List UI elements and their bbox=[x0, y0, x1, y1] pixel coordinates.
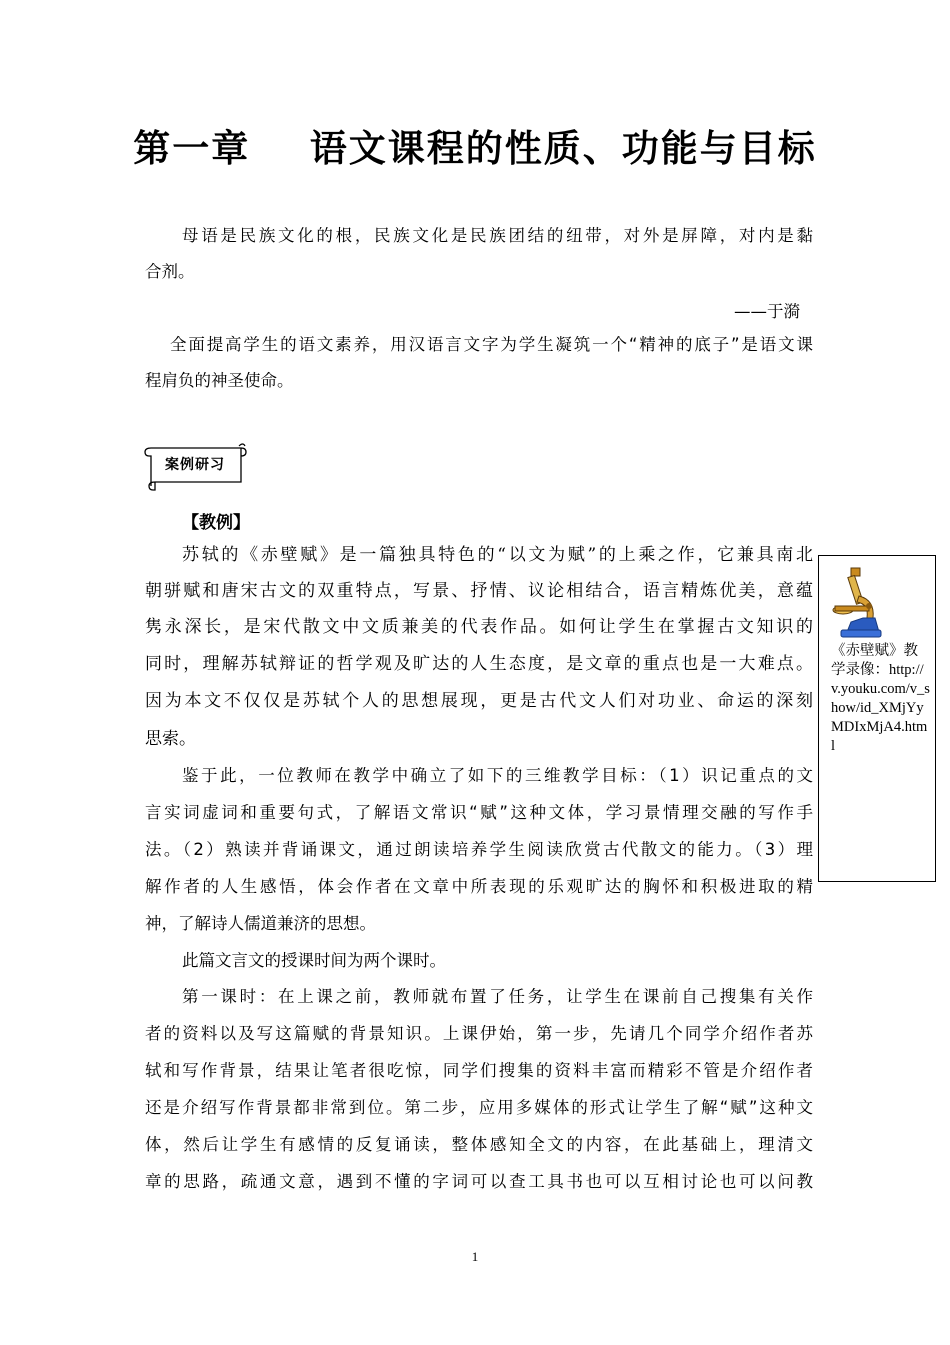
para1-line: 苏轼的《赤壁赋》是一篇独具特色的“以文为赋”的上乘之作，它兼具南北 bbox=[182, 545, 813, 565]
page-number: 1 bbox=[471, 1249, 479, 1264]
para2-line: 鉴于此，一位教师在教学中确立了如下的三维教学目标：（1）识记重点的文 bbox=[182, 766, 813, 785]
epigraph-line: 合剂。 bbox=[145, 262, 195, 281]
para1-line: 思索。 bbox=[145, 729, 196, 749]
para2-line: 法。（2）熟读并背诵课文，通过朗读培养学生阅读欣赏古代散文的能力。（3）理 bbox=[145, 840, 813, 859]
para4-line: 章的思路，疏通文意，遇到不懂的字词可以查工具书也可以互相讨论也可以问教 bbox=[145, 1172, 813, 1191]
para3-line: 此篇文言文的授课时间为两个课时。 bbox=[182, 951, 446, 970]
case-heading: 【教例】 bbox=[182, 513, 250, 533]
microscope-icon bbox=[829, 566, 885, 640]
epigraph-line: 母语是民族文化的根，民族文化是民族团结的纽带，对外是屏障，对内是黏 bbox=[182, 226, 813, 245]
intro-line: 全面提高学生的语文素养，用汉语言文字为学生凝筑一个“精神的底子”是语文课 bbox=[170, 335, 813, 354]
chapter-title: 第一章 语文课程的性质、功能与目标 bbox=[133, 126, 817, 170]
case-study-scroll bbox=[143, 442, 243, 490]
intro-line: 程肩负的神圣使命。 bbox=[145, 371, 294, 390]
para2-line: 言实词虚词和重要句式，了解语文常识“赋”这种文体，学习景情理交融的写作手 bbox=[145, 803, 813, 822]
para4-line: 轼和写作背景，结果让笔者很吃惊，同学们搜集的资料丰富而精彩不管是介绍作者 bbox=[145, 1061, 813, 1080]
para2-line: 神，了解诗人儒道兼济的思想。 bbox=[145, 914, 376, 933]
para4-line: 体，然后让学生有感情的反复诵读，整体感知全文的内容，在此基础上，理清文 bbox=[145, 1135, 813, 1154]
para1-line: 朝骈赋和唐宋古文的双重特点，写景、抒情、议论相结合，语言精炼优美，意蕴 bbox=[145, 581, 813, 601]
para2-line: 解作者的人生感悟，体会作者在文章中所表现的乐观旷达的胸怀和积极进取的精 bbox=[145, 877, 813, 896]
sidebar-note: 《赤壁赋》教学录像：http://v.youku.com/v_show/id_XMjYyMDIxMjA4.html bbox=[831, 643, 930, 754]
para4-line: 还是介绍写作背景都非常到位。第二步，应用多媒体的形式让学生了解“赋”这种文 bbox=[145, 1098, 813, 1117]
para1-line: 同时，理解苏轼辩证的哲学观及旷达的人生态度，是文章的重点也是一大难点。 bbox=[145, 654, 813, 674]
para4-line: 第一课时：在上课之前，教师就布置了任务，让学生在课前自己搜集有关作 bbox=[182, 987, 813, 1006]
epigraph-author: ——于漪 bbox=[734, 302, 800, 321]
para4-line: 者的资料以及写这篇赋的背景知识。上课伊始，第一步，先请几个同学介绍作者苏 bbox=[145, 1024, 813, 1043]
sidebar-box bbox=[818, 555, 936, 882]
para1-line: 因为本文不仅仅是苏轼个人的思想展现，更是古代文人们对功业、命运的深刻 bbox=[145, 691, 813, 711]
para1-line: 隽永深长，是宋代散文中文质兼美的代表作品。如何让学生在掌握古文知识的 bbox=[145, 617, 813, 637]
scroll-label: 案例研习 bbox=[165, 457, 225, 473]
